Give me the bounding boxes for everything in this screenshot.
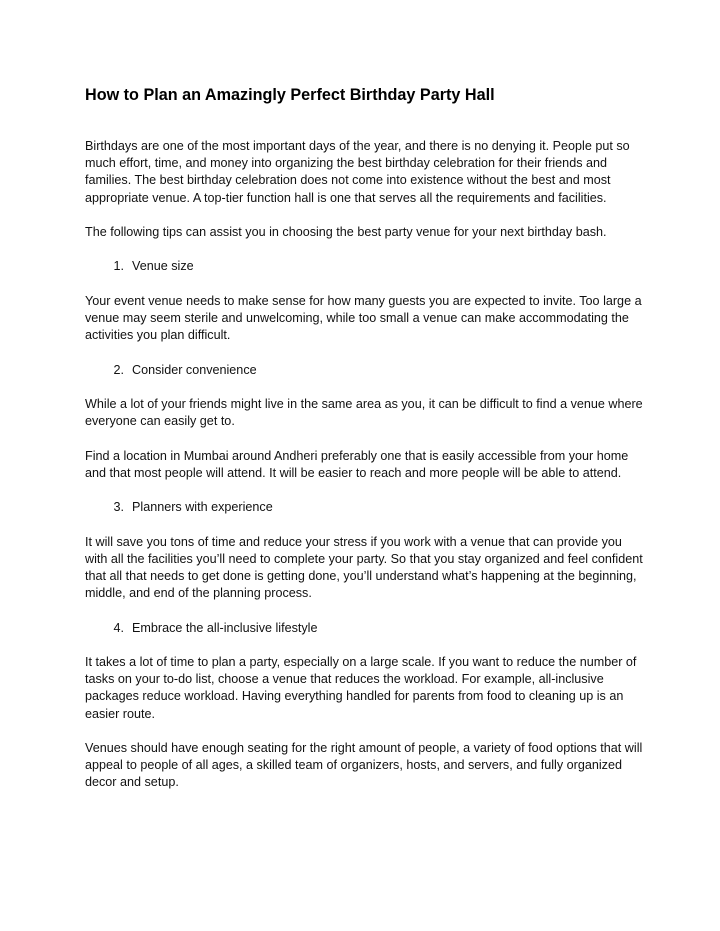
list-heading: Venue size [132,259,194,274]
section-paragraph: Venues should have enough seating for the right amount of people, a variety of food options that will appeal to people of all ages, a skilled team of organizers, hosts, and servers, and fully organized decor and setup. [85,740,643,790]
list-item-all-inclusive [85,620,645,637]
page-title: How to Plan an Amazingly Perfect Birthday Party Hall [85,86,495,104]
list-item-venue-size [85,258,645,275]
list-item-consider-convenience [85,362,645,379]
list-number: 1. [113,259,124,274]
list-heading: Consider convenience [132,362,257,377]
document-body [85,138,645,809]
list-heading: Planners with experience [132,500,273,515]
tips-intro-paragraph: The following tips can assist you in choosing the best party venue for your next birthday bash. [85,225,607,239]
list-number: 2. [113,362,124,377]
section-paragraph: Find a location in Mumbai around Andheri preferably one that is easily accessible from your home and that most people will attend. It will be easier to reach and more people will be able to attend. [85,448,629,480]
intro-paragraph: Birthdays are one of the most important days of the year, and there is no denying it. People put so much effort, time, and money into organizing the best birthday celebration for their friends and families. The best birthday celebration does not come into existence without the best and most appropriate venue. A top-tier function hall is one that serves all the requirements and facilities. [85,139,630,205]
list-number: 3. [113,500,124,515]
list-heading: Embrace the all-inclusive lifestyle [132,620,318,635]
section-paragraph: It will save you tons of time and reduce your stress if you work with a venue that can provide you with all the facilities you’ll need to complete your party. So that you stay organized and feel confident that all that needs to get done is getting done, you’ll understand what’s happening at the beginning, middle, and end of the planning process. [85,534,643,601]
section-paragraph: While a lot of your friends might live in the same area as you, it can be difficult to find a venue where everyone can easily get to. [85,396,643,429]
section-paragraph: It takes a lot of time to plan a party, especially on a large scale. If you want to reduce the number of tasks on your to-do list, choose a venue that reduces the workload. For example, all-inclusive packages reduce workload. Having everything handled for parents from food to cleaning up is an easier route. [85,654,637,721]
list-item-planners-with-experience [85,499,645,516]
list-number: 4. [113,620,124,635]
section-paragraph: Your event venue needs to make sense for how many guests you are expected to invite. Too large a venue may seem sterile and unwelcoming, while too small a venue can make accommodating the activities you plan difficult. [85,293,642,343]
